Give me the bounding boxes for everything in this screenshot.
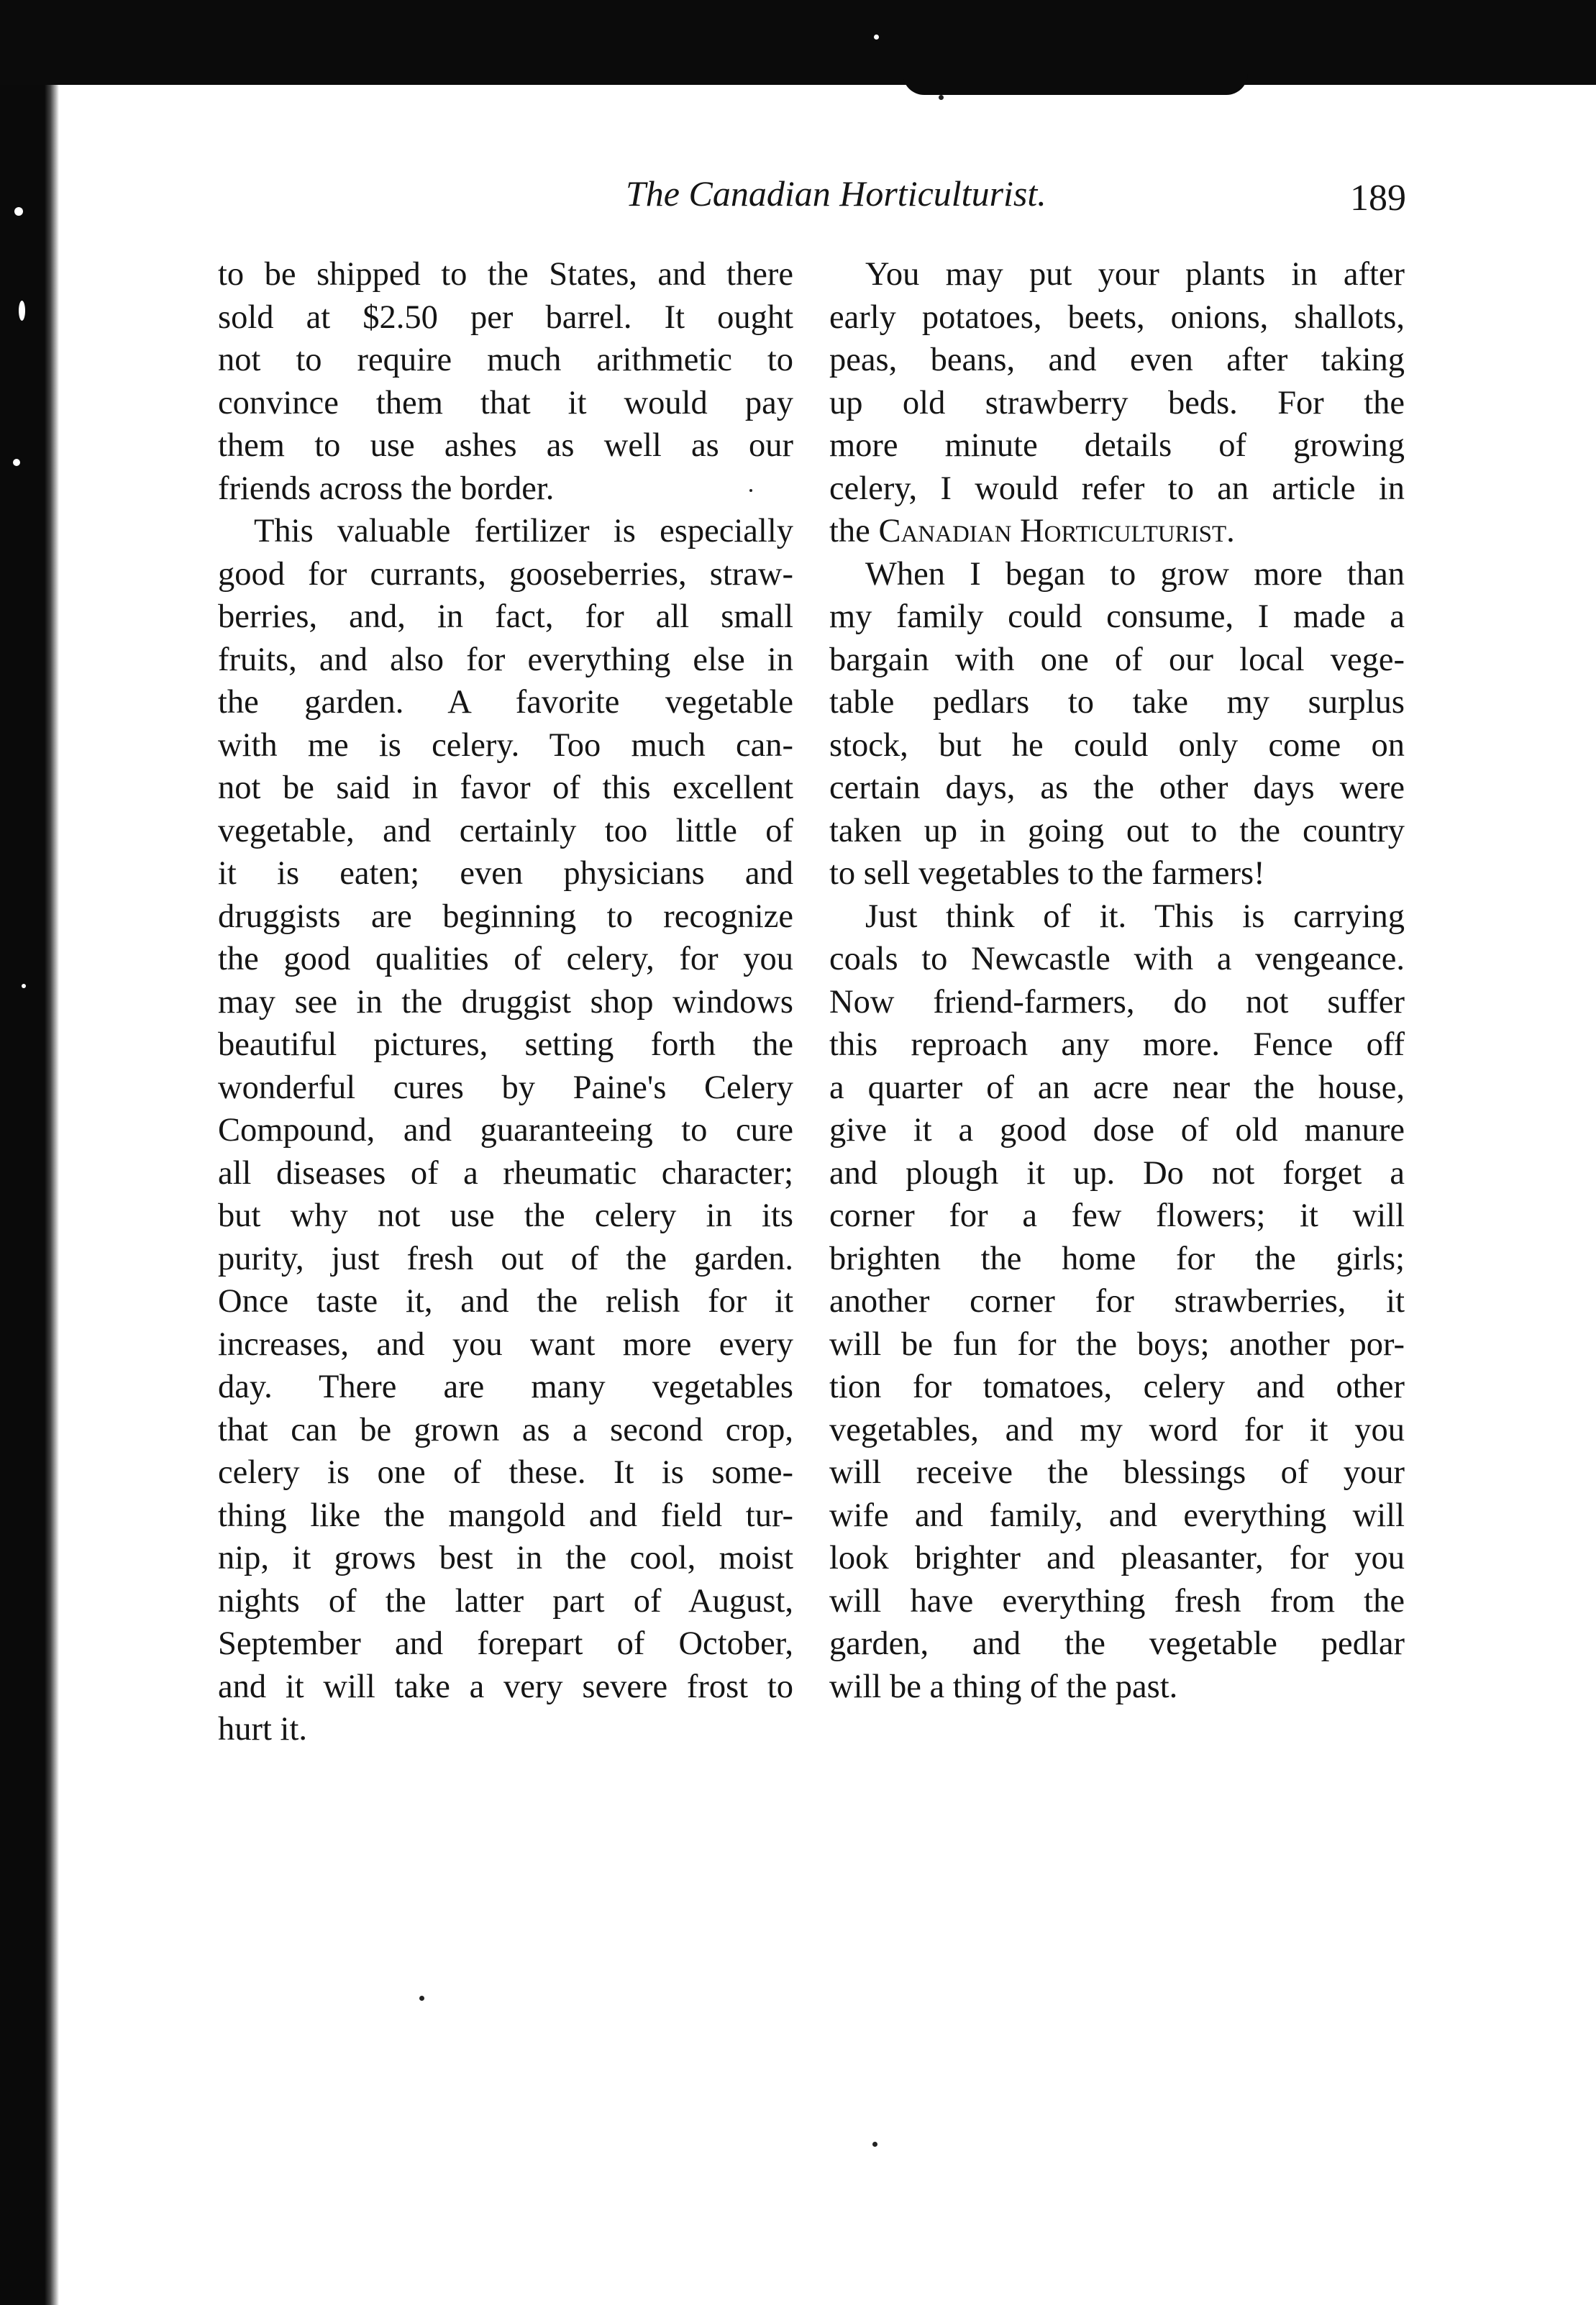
- text-line: day. There are many vegetables: [218, 1369, 793, 1405]
- text-line: and plough it up. Do not forget a: [829, 1154, 1405, 1192]
- text-line: purity, just fresh out of the garden.: [218, 1240, 793, 1277]
- text-line: will be fun for the boys; another por-: [829, 1325, 1405, 1363]
- scan-top-border-shadow: [903, 66, 1248, 95]
- text-line: This valuable fertilizer is especially: [254, 513, 793, 549]
- text-line: table pedlars to take my surplus: [829, 684, 1405, 721]
- text-line: celery, I would refer to an article in: [829, 470, 1405, 507]
- text-line: [829, 510, 1405, 553]
- text-line: hurt it.: [218, 1711, 307, 1748]
- text-line: a quarter of an acre near the house,: [829, 1069, 1405, 1106]
- text-line: friends across the border.: [218, 470, 555, 507]
- text-line: more minute details of growing: [829, 427, 1405, 464]
- speck: [939, 95, 944, 100]
- text-line: vegetables, and my word for it you: [829, 1411, 1405, 1448]
- speck: [419, 1996, 424, 2001]
- text-line: not be said in favor of this excellent: [218, 770, 793, 806]
- text-line: not to require much arithmetic to: [218, 342, 793, 378]
- text-line: nip, it grows best in the cool, moist: [218, 1540, 793, 1576]
- text-line: nights of the latter part of August,: [218, 1582, 793, 1620]
- text-line: garden, and the vegetable pedlar: [829, 1625, 1405, 1662]
- journal-title: The Canadian Horticulturist.: [626, 173, 1046, 214]
- text-line: will receive the blessings of your: [829, 1454, 1405, 1491]
- text-line: to sell vegetables to the farmers!: [829, 855, 1265, 892]
- text-line: bargain with one of our local vege-: [829, 641, 1405, 678]
- text-line: with me is celery. Too much can-: [218, 726, 793, 764]
- text-line: will be a thing of the past.: [829, 1668, 1178, 1705]
- text-line: berries, and, in fact, for all small: [218, 598, 793, 635]
- text-line: Once taste it, and the relish for it: [218, 1283, 793, 1320]
- text-line: Just think of it. This is carrying: [865, 898, 1405, 935]
- text-line: my family could consume, I made a: [829, 598, 1405, 635]
- text-line: coals to Newcastle with a vengeance.: [829, 941, 1405, 977]
- text-line: increases, and you want more every: [218, 1325, 793, 1363]
- text-line: will have everything fresh from the: [829, 1582, 1405, 1620]
- text-line: it is eaten; even physicians and: [218, 855, 793, 892]
- edge-mark: [19, 301, 25, 321]
- magazine-name-small-caps: Canadian Horticulturist.: [878, 513, 1235, 549]
- speck: [872, 2142, 877, 2147]
- text-line: vegetable, and certainly too little of: [218, 812, 793, 849]
- text-line: the garden. A favorite vegetable: [218, 684, 793, 721]
- scan-left-edge: [0, 85, 59, 2305]
- text-line: fruits, and also for everything else in: [218, 641, 793, 678]
- edge-mark: [22, 984, 26, 988]
- text-line: September and forepart of October,: [218, 1625, 793, 1662]
- text-line: that can be grown as a second crop,: [218, 1411, 793, 1448]
- text-line: You may put your plants in after: [865, 256, 1405, 293]
- text-line: wonderful cures by Paine's Celery: [218, 1069, 793, 1106]
- text-line: may see in the druggist shop windows: [218, 983, 793, 1021]
- text-line: good for currants, gooseberries, straw-: [218, 555, 793, 593]
- text-line: brighten the home for the girls;: [829, 1240, 1405, 1277]
- text-line: to be shipped to the States, and there: [218, 256, 793, 293]
- text-line: tion for tomatoes, celery and other: [829, 1369, 1405, 1405]
- text-line: convince them that it would pay: [218, 384, 793, 421]
- text-line: up old strawberry beds. For the: [829, 384, 1405, 421]
- text-line: but why not use the celery in its: [218, 1197, 793, 1234]
- page-number: 189: [1350, 178, 1406, 219]
- text-line: stock, but he could only come on: [829, 726, 1405, 764]
- edge-mark: [14, 207, 23, 216]
- text-line: peas, beans, and even after taking: [829, 342, 1405, 378]
- text-line: corner for a few flowers; it will: [829, 1197, 1405, 1234]
- text-line: thing like the mangold and field tur-: [218, 1497, 793, 1534]
- text-line: look brighter and pleasanter, for you: [829, 1540, 1405, 1576]
- text-line: them to use ashes as well as our: [218, 427, 793, 464]
- text-line: beautiful pictures, setting forth the: [218, 1026, 793, 1063]
- text-fragment: the: [829, 513, 879, 549]
- text-line: the good qualities of celery, for you: [218, 941, 793, 977]
- text-line: early potatoes, beets, onions, shallots,: [829, 298, 1405, 336]
- text-line: give it a good dose of old manure: [829, 1112, 1405, 1149]
- text-line: celery is one of these. It is some-: [218, 1454, 793, 1491]
- speck: [874, 35, 879, 40]
- text-line: this reproach any more. Fence off: [829, 1026, 1405, 1063]
- text-line: certain days, as the other days were: [829, 770, 1405, 806]
- left-text-column: [218, 253, 793, 1751]
- text-line: sold at $2.50 per barrel. It ought: [218, 298, 793, 336]
- text-line: all diseases of a rheumatic character;: [218, 1154, 793, 1192]
- running-head: [216, 173, 1406, 230]
- text-line: When I began to grow more than: [865, 555, 1405, 593]
- text-line: taken up in going out to the country: [829, 812, 1405, 849]
- text-line: druggists are beginning to recognize: [218, 898, 793, 935]
- text-line: and it will take a very severe frost to: [218, 1668, 793, 1705]
- text-line: wife and family, and everything will: [829, 1497, 1405, 1534]
- text-line: Now friend-farmers, do not suffer: [829, 983, 1405, 1021]
- right-text-column: [829, 253, 1405, 1708]
- text-line: Compound, and guaranteeing to cure: [218, 1112, 793, 1149]
- scan-top-border: [0, 0, 1596, 85]
- edge-mark: [13, 459, 20, 466]
- text-line: another corner for strawberries, it: [829, 1283, 1405, 1320]
